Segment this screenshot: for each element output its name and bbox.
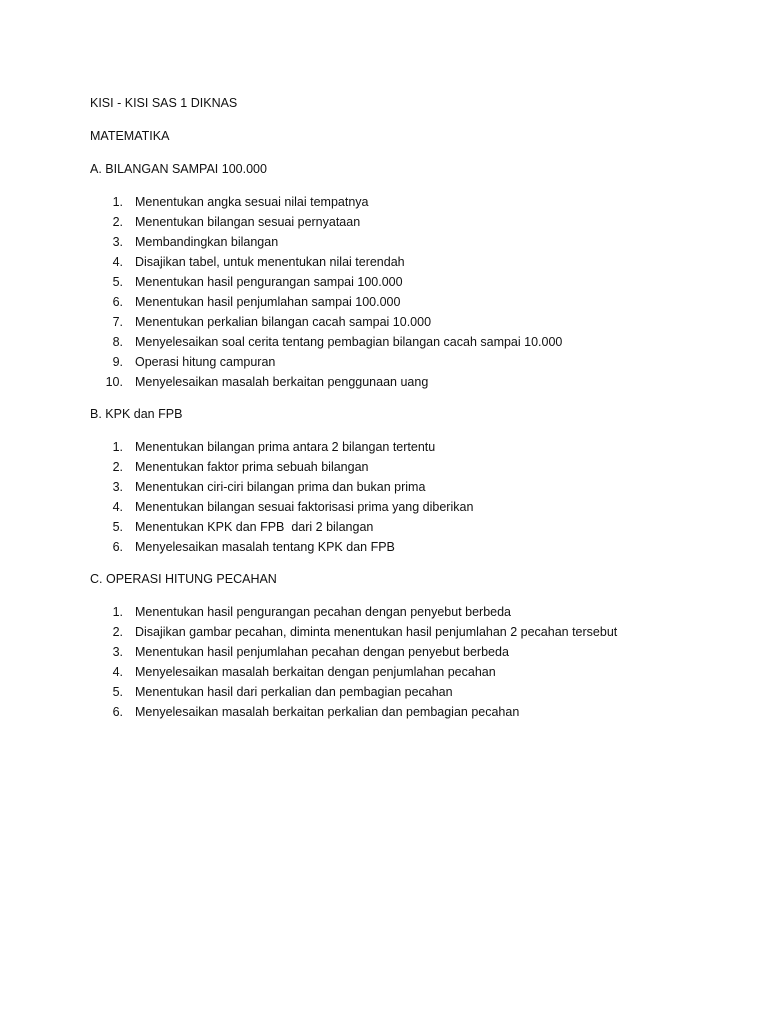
item-number: 4. (112, 255, 123, 269)
item-text: Menentukan bilangan sesuai pernyataan (135, 215, 361, 229)
item-number: 3. (112, 235, 123, 249)
item-text: Menyelesaikan masalah berkaitan dengan penjumlahan pecahan (135, 665, 496, 679)
item-text: Menentukan hasil pengurangan pecahan dengan penyebut berbeda (135, 605, 512, 619)
document-title: KISI - KISI SAS 1 DIKNAS (90, 96, 238, 110)
item-text: Disajikan gambar pecahan, diminta menentukan hasil penjumlahan 2 pecahan tersebut (135, 625, 618, 639)
section-c-heading: C. OPERASI HITUNG PECAHAN (90, 572, 277, 586)
item-text: Menentukan angka sesuai nilai tempatnya (135, 195, 369, 209)
list-item (90, 477, 710, 497)
item-text: Menentukan bilangan sesuai faktorisasi prima yang diberikan (135, 500, 474, 514)
item-number: 6. (112, 295, 123, 309)
item-text: Menentukan hasil pengurangan sampai 100.000 (135, 275, 403, 289)
item-number: 2. (112, 215, 123, 229)
item-number: 4. (112, 500, 123, 514)
item-text: Menentukan KPK dan FPB dari 2 bilangan (135, 520, 374, 534)
list-item (90, 457, 710, 477)
section-a-heading: A. BILANGAN SAMPAI 100.000 (90, 162, 267, 176)
list-item (90, 497, 710, 517)
list-item (90, 537, 710, 557)
list-item (90, 192, 710, 212)
item-text: Menentukan ciri-ciri bilangan prima dan bukan prima (135, 480, 426, 494)
item-text: Menyelesaikan masalah tentang KPK dan FPB (135, 540, 395, 554)
list-item (90, 332, 710, 352)
list-item (90, 682, 710, 702)
list-item (90, 292, 710, 312)
item-number: 10. (105, 375, 123, 389)
item-number: 8. (112, 335, 123, 349)
item-number: 2. (112, 460, 123, 474)
section-c-list (90, 602, 710, 722)
list-item (90, 662, 710, 682)
item-text: Membandingkan bilangan (135, 235, 279, 249)
list-item (90, 232, 710, 252)
item-number: 3. (112, 645, 123, 659)
item-text: Disajikan tabel, untuk menentukan nilai terendah (135, 255, 405, 269)
item-number: 5. (112, 685, 123, 699)
list-item (90, 272, 710, 292)
list-item (90, 622, 710, 642)
item-text: Menentukan faktor prima sebuah bilangan (135, 460, 369, 474)
section-a-list (90, 192, 710, 392)
item-number: 9. (112, 355, 123, 369)
item-number: 6. (112, 540, 123, 554)
item-number: 4. (112, 665, 123, 679)
item-text: Menentukan hasil dari perkalian dan pembagian pecahan (135, 685, 453, 699)
list-item (90, 642, 710, 662)
item-number: 2. (112, 625, 123, 639)
list-item (90, 252, 710, 272)
item-text: Menentukan perkalian bilangan cacah sampai 10.000 (135, 315, 432, 329)
list-item (90, 702, 710, 722)
section-b-heading: B. KPK dan FPB (90, 407, 183, 421)
list-item (90, 602, 710, 622)
document-body (90, 93, 710, 734)
item-number: 1. (112, 605, 123, 619)
item-text: Menyelesaikan soal cerita tentang pembagian bilangan cacah sampai 10.000 (135, 335, 563, 349)
list-item (90, 352, 710, 372)
item-number: 7. (112, 315, 123, 329)
list-item (90, 517, 710, 537)
item-text: Menentukan hasil penjumlahan pecahan dengan penyebut berbeda (135, 645, 509, 659)
list-item (90, 437, 710, 457)
list-item (90, 212, 710, 232)
item-text: Menentukan bilangan prima antara 2 bilangan tertentu (135, 440, 436, 454)
item-number: 1. (112, 440, 123, 454)
item-text: Operasi hitung campuran (135, 355, 276, 369)
list-item (90, 312, 710, 332)
section-b-list (90, 437, 710, 557)
item-number: 5. (112, 275, 123, 289)
item-text: Menyelesaikan masalah berkaitan perkalian dan pembagian pecahan (135, 705, 520, 719)
item-number: 3. (112, 480, 123, 494)
item-number: 6. (112, 705, 123, 719)
item-text: Menentukan hasil penjumlahan sampai 100.000 (135, 295, 401, 309)
item-number: 5. (112, 520, 123, 534)
item-text: Menyelesaikan masalah berkaitan penggunaan uang (135, 375, 429, 389)
item-number: 1. (112, 195, 123, 209)
list-item (90, 372, 710, 392)
subject-heading: MATEMATIKA (90, 129, 170, 143)
